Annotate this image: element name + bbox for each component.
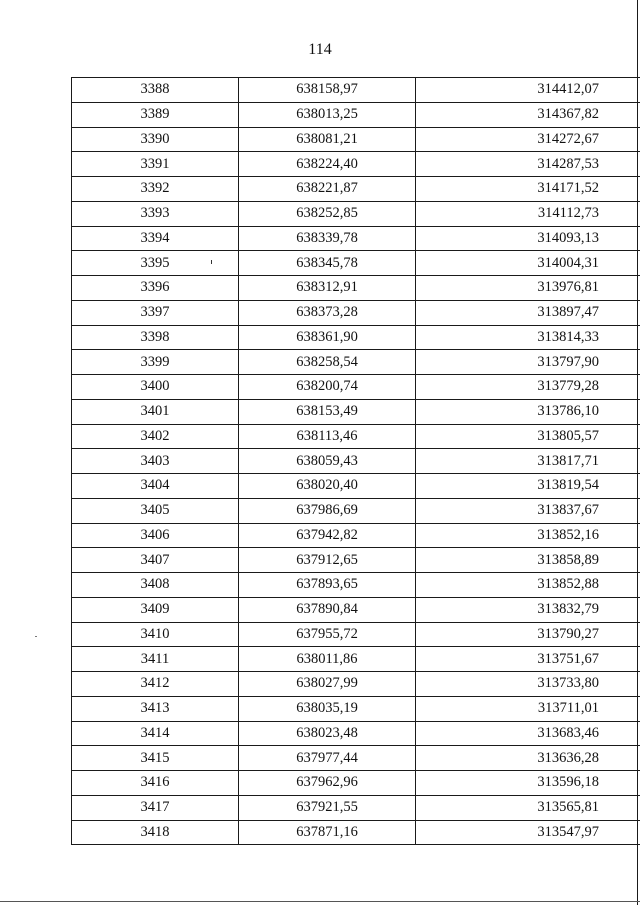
table-row [72, 771, 640, 796]
x-coordinate-cell: 638020,40 [239, 474, 416, 499]
table-row [72, 721, 640, 746]
table-row [72, 127, 640, 152]
table-row [72, 177, 640, 202]
y-coordinate-cell: 313832,79 [416, 597, 640, 622]
y-coordinate-cell: 314112,73 [416, 201, 640, 226]
point-number-cell: 3402 [72, 424, 239, 449]
point-number-cell: 3414 [72, 721, 239, 746]
y-coordinate-cell: 313837,67 [416, 498, 640, 523]
table-row [72, 375, 640, 400]
y-coordinate-cell: 313897,47 [416, 300, 640, 325]
table-row [72, 350, 640, 375]
x-coordinate-cell: 638224,40 [239, 152, 416, 177]
y-coordinate-cell: 313790,27 [416, 622, 640, 647]
x-coordinate-cell: 638361,90 [239, 325, 416, 350]
x-coordinate-cell: 637912,65 [239, 548, 416, 573]
coordinates-table-body [72, 78, 640, 845]
table-row [72, 424, 640, 449]
y-coordinate-cell: 313565,81 [416, 795, 640, 820]
point-number-cell: 3391 [72, 152, 239, 177]
point-number-cell: 3417 [72, 795, 239, 820]
point-number-cell: 3407 [72, 548, 239, 573]
x-coordinate-cell: 638081,21 [239, 127, 416, 152]
point-number-cell: 3415 [72, 746, 239, 771]
x-coordinate-cell: 638013,25 [239, 102, 416, 127]
point-number-cell: 3416 [72, 771, 239, 796]
x-coordinate-cell: 638153,49 [239, 399, 416, 424]
point-number-cell: 3398 [72, 325, 239, 350]
x-coordinate-cell: 637893,65 [239, 573, 416, 598]
point-number-cell: 3410 [72, 622, 239, 647]
table-row [72, 548, 640, 573]
table-row [72, 251, 640, 276]
table-row [72, 696, 640, 721]
y-coordinate-cell: 313797,90 [416, 350, 640, 375]
point-number-cell: 3404 [72, 474, 239, 499]
table-row [72, 795, 640, 820]
y-coordinate-cell: 313733,80 [416, 672, 640, 697]
y-coordinate-cell: 313805,57 [416, 424, 640, 449]
point-number-cell: 3412 [72, 672, 239, 697]
y-coordinate-cell: 313817,71 [416, 449, 640, 474]
y-coordinate-cell: 314412,07 [416, 78, 640, 103]
point-number-cell: 3389 [72, 102, 239, 127]
x-coordinate-cell: 638339,78 [239, 226, 416, 251]
point-number-cell: 3388 [72, 78, 239, 103]
x-coordinate-cell: 638023,48 [239, 721, 416, 746]
table-row [72, 449, 640, 474]
y-coordinate-cell: 314367,82 [416, 102, 640, 127]
y-coordinate-cell: 314272,67 [416, 127, 640, 152]
table-row [72, 597, 640, 622]
table-row [72, 498, 640, 523]
scan-speck [35, 636, 37, 637]
y-coordinate-cell: 313751,67 [416, 647, 640, 672]
point-number-cell: 3406 [72, 523, 239, 548]
x-coordinate-cell: 638373,28 [239, 300, 416, 325]
point-number-cell: 3401 [72, 399, 239, 424]
x-coordinate-cell: 638011,86 [239, 647, 416, 672]
point-number-cell: 3394 [72, 226, 239, 251]
x-coordinate-cell: 638200,74 [239, 375, 416, 400]
y-coordinate-cell: 313814,33 [416, 325, 640, 350]
table-row [72, 672, 640, 697]
y-coordinate-cell: 313636,28 [416, 746, 640, 771]
x-coordinate-cell: 638158,97 [239, 78, 416, 103]
x-coordinate-cell: 638312,91 [239, 276, 416, 301]
x-coordinate-cell: 638113,46 [239, 424, 416, 449]
x-coordinate-cell: 637977,44 [239, 746, 416, 771]
point-number-cell: 3392 [72, 177, 239, 202]
x-coordinate-cell: 637921,55 [239, 795, 416, 820]
y-coordinate-cell: 313547,97 [416, 820, 640, 845]
y-coordinate-cell: 313786,10 [416, 399, 640, 424]
x-coordinate-cell: 638221,87 [239, 177, 416, 202]
x-coordinate-cell: 637871,16 [239, 820, 416, 845]
y-coordinate-cell: 313711,01 [416, 696, 640, 721]
y-coordinate-cell: 314287,53 [416, 152, 640, 177]
point-number-cell: 3418 [72, 820, 239, 845]
point-number-cell: 3399 [72, 350, 239, 375]
table-row [72, 523, 640, 548]
y-coordinate-cell: 313596,18 [416, 771, 640, 796]
x-coordinate-cell: 637955,72 [239, 622, 416, 647]
point-number-cell: 3400 [72, 375, 239, 400]
table-row [72, 622, 640, 647]
table-row [72, 78, 640, 103]
point-number-cell: 3393 [72, 201, 239, 226]
point-number-cell: 3409 [72, 597, 239, 622]
table-row [72, 226, 640, 251]
table-row [72, 399, 640, 424]
x-coordinate-cell: 637986,69 [239, 498, 416, 523]
point-number-cell: 3395 [72, 251, 239, 276]
point-number-cell: 3397 [72, 300, 239, 325]
table-row [72, 152, 640, 177]
table-row [72, 201, 640, 226]
x-coordinate-cell: 637942,82 [239, 523, 416, 548]
x-coordinate-cell: 638035,19 [239, 696, 416, 721]
y-coordinate-cell: 313852,88 [416, 573, 640, 598]
y-coordinate-cell: 313852,16 [416, 523, 640, 548]
table-row [72, 325, 640, 350]
x-coordinate-cell: 638345,78 [239, 251, 416, 276]
y-coordinate-cell: 314171,52 [416, 177, 640, 202]
y-coordinate-cell: 313779,28 [416, 375, 640, 400]
point-number-cell: 3403 [72, 449, 239, 474]
point-number-cell: 3396 [72, 276, 239, 301]
table-row [72, 573, 640, 598]
point-number-cell: 3413 [72, 696, 239, 721]
table-row [72, 102, 640, 127]
x-coordinate-cell: 638252,85 [239, 201, 416, 226]
x-coordinate-cell: 637890,84 [239, 597, 416, 622]
point-number-cell: 3405 [72, 498, 239, 523]
table-row [72, 300, 640, 325]
y-coordinate-cell: 313976,81 [416, 276, 640, 301]
x-coordinate-cell: 638059,43 [239, 449, 416, 474]
y-coordinate-cell: 314004,31 [416, 251, 640, 276]
point-number-cell: 3390 [72, 127, 239, 152]
y-coordinate-cell: 314093,13 [416, 226, 640, 251]
table-row [72, 474, 640, 499]
page-edge-bottom [0, 901, 640, 902]
table-row [72, 647, 640, 672]
point-number-cell: 3411 [72, 647, 239, 672]
x-coordinate-cell: 638258,54 [239, 350, 416, 375]
page-number: 114 [308, 41, 332, 58]
y-coordinate-cell: 313683,46 [416, 721, 640, 746]
point-number-cell: 3408 [72, 573, 239, 598]
table-row [72, 746, 640, 771]
y-coordinate-cell: 313858,89 [416, 548, 640, 573]
x-coordinate-cell: 637962,96 [239, 771, 416, 796]
table-row [72, 276, 640, 301]
x-coordinate-cell: 638027,99 [239, 672, 416, 697]
table-row [72, 820, 640, 845]
coordinates-table [71, 77, 640, 845]
y-coordinate-cell: 313819,54 [416, 474, 640, 499]
